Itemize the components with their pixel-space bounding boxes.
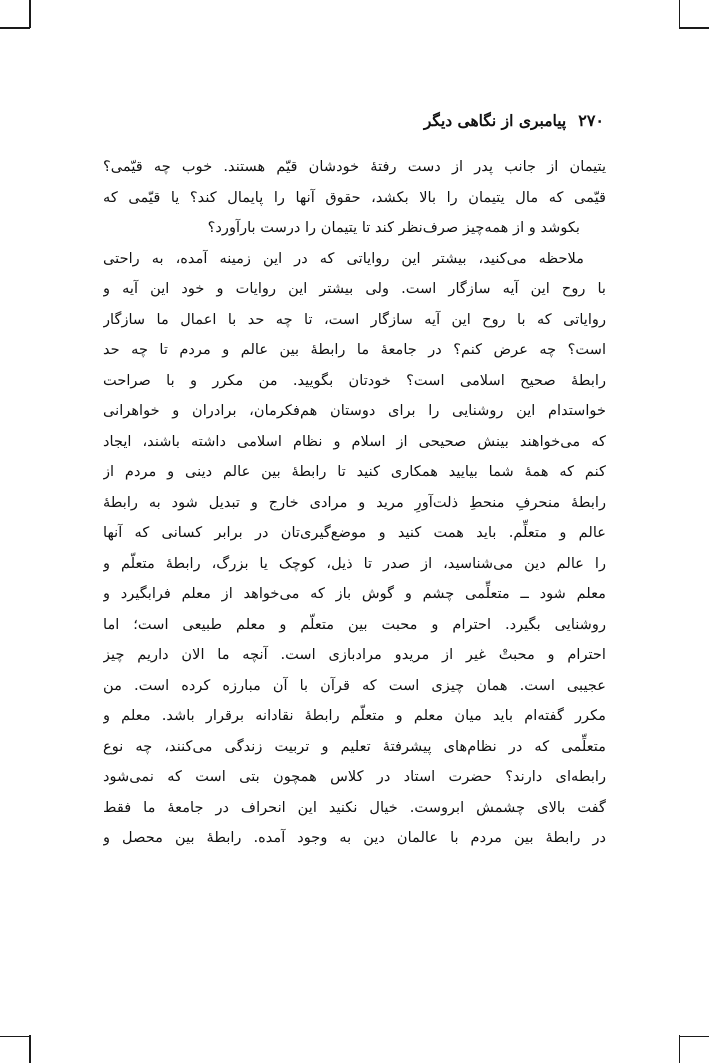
text-line: بکوشد و از همه‌چیز صرف‌نظر کند تا یتیمان را درست بارآورد؟: [207, 219, 580, 236]
text-line: یتیمان از جانب پدر از دست رفتهٔ خودشان قیّم هستند. خوب چه قیّمی؟: [103, 158, 606, 175]
text-line: عجیبی است. همان چیزی است که قرآن با آن مبارزه کرده است. من: [103, 676, 606, 694]
text-line: کنم که همهٔ شما بیایید همکاری کنید تا رابطهٔ بین عالم دینی و مردم از: [103, 463, 606, 480]
text-line: است؟ چه عرض کنم؟ در جامعهٔ ما رابطهٔ بین عالم و مردم تا چه حد: [103, 341, 606, 358]
page-number: ۲۷۰: [578, 110, 604, 130]
running-header: [108, 108, 604, 132]
crop-mark-top-left-horizontal: [0, 27, 30, 29]
text-line: روشنایی بگیرد. احترام و محبت بین متعلّم و معلم طبیعی است؛ اما: [103, 615, 606, 633]
text-line: معلم شود ــ متعلِّمی چشم و گوش باز که می‌خواهد از معلم فرابگیرد و: [103, 585, 606, 602]
text-line: ملاحظه می‌کنید، بیشتر این روایاتی که در این زمینه آمده، به راحتی: [103, 249, 584, 267]
text-line: عالم و متعلِّم. باید همت کنید و موضع‌گیری‌تان در برابر کسانی که آنها: [103, 524, 606, 541]
text-line: روایاتی که با روح این آیه سازگار است، تا چه حد با اعمال ما سازگار: [103, 310, 606, 328]
text-line: در رابطهٔ بین مردم با عالمان دین به وجود آمده. رابطهٔ بین محصل و: [103, 829, 606, 846]
text-line: که می‌خواهند بینش صحیحی از اسلام و نظام اسلامی داشته باشند، ایجاد: [103, 432, 606, 450]
text-line: خواستدام این روشنایی را برای دوستان هم‌فکرمان، برادران و خواهرانی: [103, 402, 606, 419]
text-line: با روح این آیه سازگار است. ولی بیشتر این روایات و خود این آیه و: [103, 280, 606, 297]
crop-mark-bottom-right-horizontal: [679, 1036, 709, 1038]
crop-mark-top-right-vertical: [679, 0, 681, 28]
text-line: رابطهٔ صحیح اسلامی است؟ خودتان بگویید. من مکرر و با صراحت: [103, 371, 606, 389]
crop-mark-bottom-right-vertical: [679, 1035, 681, 1063]
text-line: قیّمی که مال یتیمان را بالا بکشد، حقوق آنها را پایمال کند؟ یا قیّمی که: [103, 188, 606, 206]
text-line: گفت بالای چشمش ابروست. خیال نکنید این انحراف در جامعهٔ ما فقط: [103, 798, 606, 816]
text-line: رابطهٔ منحرفِ منحطِ ذلت‌آورِ مرید و مرادی خارج و تبدیل شود به رابطهٔ: [103, 493, 606, 511]
text-line: مکرر گفته‌ام باید میان معلم و متعلّم رابطهٔ نقادانه برقرار باشد. معلم و: [103, 707, 606, 724]
crop-mark-bottom-left-vertical: [29, 1035, 31, 1063]
text-line: رابطه‌ای دارند؟ حضرت استاد در کلاس همچون بتی است که نمی‌شود: [103, 768, 606, 785]
crop-mark-top-left-vertical: [29, 0, 31, 28]
text-line: را عالم دین می‌شناسید، از صدر تا ذیل، کوچک یا بزرگ، رابطهٔ متعلّم و: [103, 554, 606, 572]
text-line: احترام و محبتْ غیر از مریدو مرادبازی است. آنچه ما الان داریم چیز: [103, 646, 606, 663]
body-text: [103, 152, 606, 854]
crop-mark-top-right-horizontal: [679, 27, 709, 29]
crop-mark-bottom-left-horizontal: [0, 1036, 30, 1038]
book-title: پیامبری از نگاهی دیگر: [423, 110, 567, 130]
text-line: متعلِّمی که در نظام‌های پیشرفتهٔ تعلیم و تربیت زندگی می‌کنند، چه نوع: [103, 737, 606, 755]
